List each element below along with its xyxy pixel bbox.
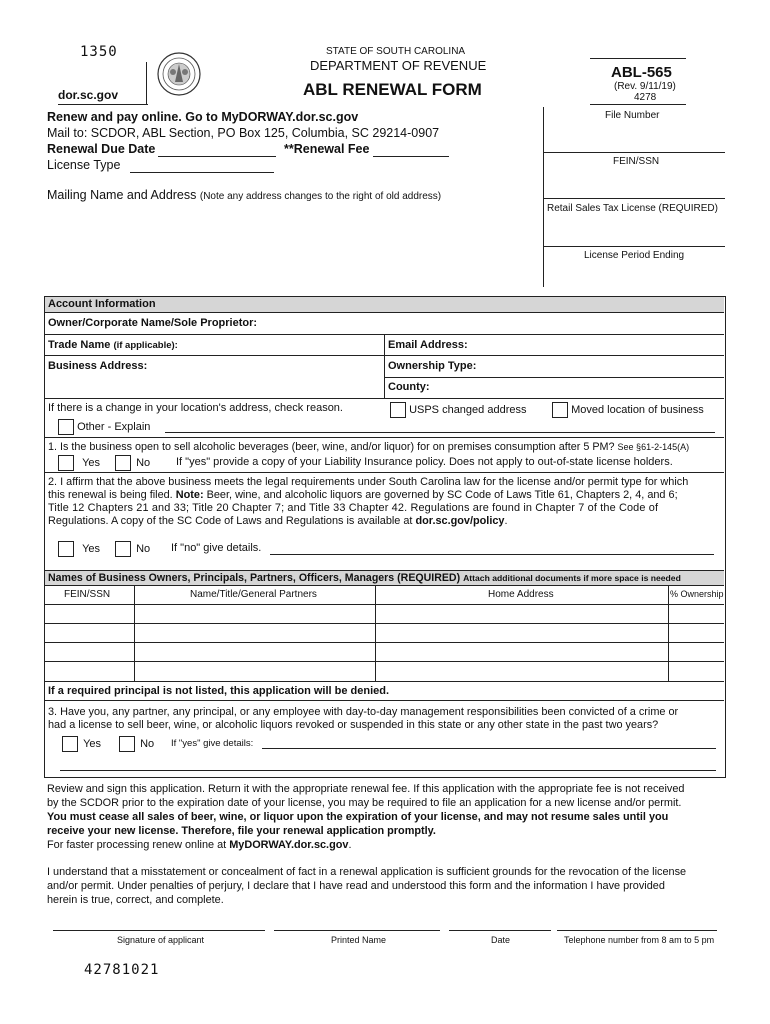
mailing-address-label: Mailing Name and Address (Note any address changes to the right of old address) — [47, 188, 442, 202]
q2-line2: this renewal is being filed. Note: Beer, wine, and alcoholic liquors are governed by SC Code of Laws Title 61, Chapters 2, 4, and 6; — [48, 489, 678, 501]
review-line2: by the SCDOR prior to the expiration date of your license, you may be required to file an application for a new license and/or permit. — [47, 797, 682, 809]
q1-no-checkbox[interactable] — [115, 455, 131, 471]
q2-line3: Title 12 Chapters 21 and 33; Title 20 Chapter 7; and Title 33 Chapter 42. Regulations are found in Chapter 7 of the Code of — [48, 502, 659, 514]
license-type-field[interactable] — [130, 172, 274, 173]
state-name: STATE OF SOUTH CAROLINA — [326, 46, 466, 57]
form-number: ABL-565 — [611, 64, 672, 81]
q2-line1: 2. I affirm that the above business meets the legal requirements under South Carolina law for the license and/or permit type for which — [48, 476, 689, 488]
usps-option[interactable]: USPS changed address — [390, 402, 526, 418]
renew-online-text: Renew and pay online. Go to MyDORWAY.dor.sc.gov — [47, 110, 359, 124]
q3-line1: 3. Have you, any partner, any principal, or any employee with day-to-day management responsibilities been convicted of a crime or — [48, 706, 679, 718]
table-row[interactable] — [45, 661, 724, 662]
moved-option[interactable]: Moved location of business — [552, 402, 704, 418]
review-line1: Review and sign this application. Return it with the appropriate renewal fee. If this application with the appropriate fee is not received — [47, 783, 685, 795]
account-info-header: Account Information — [48, 298, 156, 310]
q3-yes-option[interactable]: Yes — [62, 736, 101, 752]
usps-checkbox[interactable] — [390, 402, 406, 418]
q3-details-field[interactable] — [262, 748, 716, 749]
q2-yes-option[interactable]: Yes — [58, 541, 100, 557]
table-row[interactable] — [45, 642, 724, 643]
business-address-label: Business Address: — [48, 360, 148, 372]
file-number-label: File Number — [605, 110, 660, 121]
q1-yes-checkbox[interactable] — [58, 455, 74, 471]
mail-to-address: Mail to: SCDOR, ABL Section, PO Box 125, Columbia, SC 29214-0907 — [47, 126, 440, 140]
col-ownership: % Ownership — [670, 589, 724, 599]
revision-code: 4278 — [634, 92, 657, 103]
page-title: ABL RENEWAL FORM — [303, 80, 482, 99]
perjury-line1: I understand that a misstatement or concealment of fact in a renewal application is sufficient grounds for the revocation of the license — [47, 866, 687, 878]
table-row[interactable] — [45, 681, 724, 682]
renewal-due-date-label: Renewal Due Date — [47, 142, 156, 156]
other-checkbox[interactable] — [58, 419, 74, 435]
q2-yes-checkbox[interactable] — [58, 541, 74, 557]
cease-sales-warning: You must cease all sales of beer, wine, or liquor upon the expiration of your license, and may not resume sales until you — [47, 811, 669, 823]
telephone-field[interactable] — [557, 930, 717, 931]
faster-processing: For faster processing renew online at MyDORWAY.dor.sc.gov. — [47, 839, 352, 851]
q2-no-checkbox[interactable] — [115, 541, 131, 557]
perjury-line3: herein is true, correct, and complete. — [47, 894, 224, 906]
perjury-line2: and/or permit. Under penalties of perjury, I declare that I have read and understood this form and the information I have provided — [47, 880, 665, 892]
revision-date: (Rev. 9/11/19) — [614, 81, 676, 92]
col-home-address: Home Address — [488, 589, 554, 600]
table-row[interactable] — [45, 623, 724, 624]
q1-no-option[interactable]: No — [115, 455, 150, 471]
license-period-label: License Period Ending — [584, 250, 685, 261]
fein-ssn-label: FEIN/SSN — [613, 156, 660, 167]
col-name-title: Name/Title/General Partners — [190, 589, 317, 600]
q3-line2: had a license to sell beer, wine, or alcoholic liquors revoked or suspended in this state or any other state in the past two years? — [48, 719, 659, 731]
other-option[interactable]: Other - Explain — [58, 419, 150, 435]
denied-warning: If a required principal is not listed, this application will be denied. — [48, 685, 390, 697]
q2-no-option[interactable]: No — [115, 541, 150, 557]
q3-no-checkbox[interactable] — [119, 736, 135, 752]
email-label: Email Address: — [388, 339, 468, 351]
date-label: Date — [491, 935, 511, 945]
cease-sales-warning-2: receive your new license. Therefore, file your renewal application promptly. — [47, 825, 436, 837]
owner-name-label: Owner/Corporate Name/Sole Proprietor: — [48, 317, 258, 329]
trade-name-label: Trade Name (if applicable): — [48, 339, 178, 351]
department-name: DEPARTMENT OF REVENUE — [310, 58, 487, 73]
q2-line4: Regulations. A copy of the SC Code of Laws and Regulations is available at dor.sc.gov/policy. — [48, 515, 508, 527]
state-seal-icon — [157, 52, 201, 96]
owners-header: Names of Business Owners, Principals, Partners, Officers, Managers (REQUIRED) Attach additional documents if more space is needed — [48, 572, 681, 584]
q2-details-field[interactable] — [270, 554, 714, 555]
license-type-label: License Type — [47, 158, 121, 172]
telephone-label: Telephone number from 8 am to 5 pm — [564, 935, 715, 945]
signature-field[interactable] — [53, 930, 265, 931]
q3-no-option[interactable]: No — [119, 736, 154, 752]
renewal-due-date-field[interactable] — [158, 156, 276, 157]
renewal-fee-label: **Renewal Fee — [284, 142, 370, 156]
change-reason-text: If there is a change in your location's address, check reason. — [48, 402, 343, 414]
date-field[interactable] — [449, 930, 551, 931]
q1-yes-option[interactable]: Yes — [58, 455, 100, 471]
q3-yes-checkbox[interactable] — [62, 736, 78, 752]
website: dor.sc.gov — [58, 88, 119, 102]
ownership-type-label: Ownership Type: — [388, 360, 477, 372]
q1-text: 1. Is the business open to sell alcoholic beverages (beer, wine, and/or liquor) for on premises consumption after 5 PM? See §61-2-145(A) — [48, 441, 690, 453]
other-explain-field[interactable] — [165, 432, 715, 433]
barcode-number: 42781021 — [84, 962, 160, 978]
q2-note: If "no" give details. — [171, 542, 262, 554]
retail-license-label: Retail Sales Tax License (REQUIRED) — [547, 203, 718, 214]
q1-note: If "yes" provide a copy of your Liability Insurance policy. Does not apply to out-of-state license holders. — [176, 456, 673, 468]
printed-name-field[interactable] — [274, 930, 440, 931]
moved-checkbox[interactable] — [552, 402, 568, 418]
renewal-fee-field[interactable] — [373, 156, 449, 157]
printed-name-label: Printed Name — [331, 935, 387, 945]
signature-label: Signature of applicant — [117, 935, 205, 945]
form-code: 1350 — [80, 44, 118, 60]
q3-note: If "yes" give details: — [171, 738, 254, 749]
county-label: County: — [388, 381, 430, 393]
col-fein-ssn: FEIN/SSN — [64, 589, 111, 600]
q3-details-field-2[interactable] — [60, 770, 716, 771]
